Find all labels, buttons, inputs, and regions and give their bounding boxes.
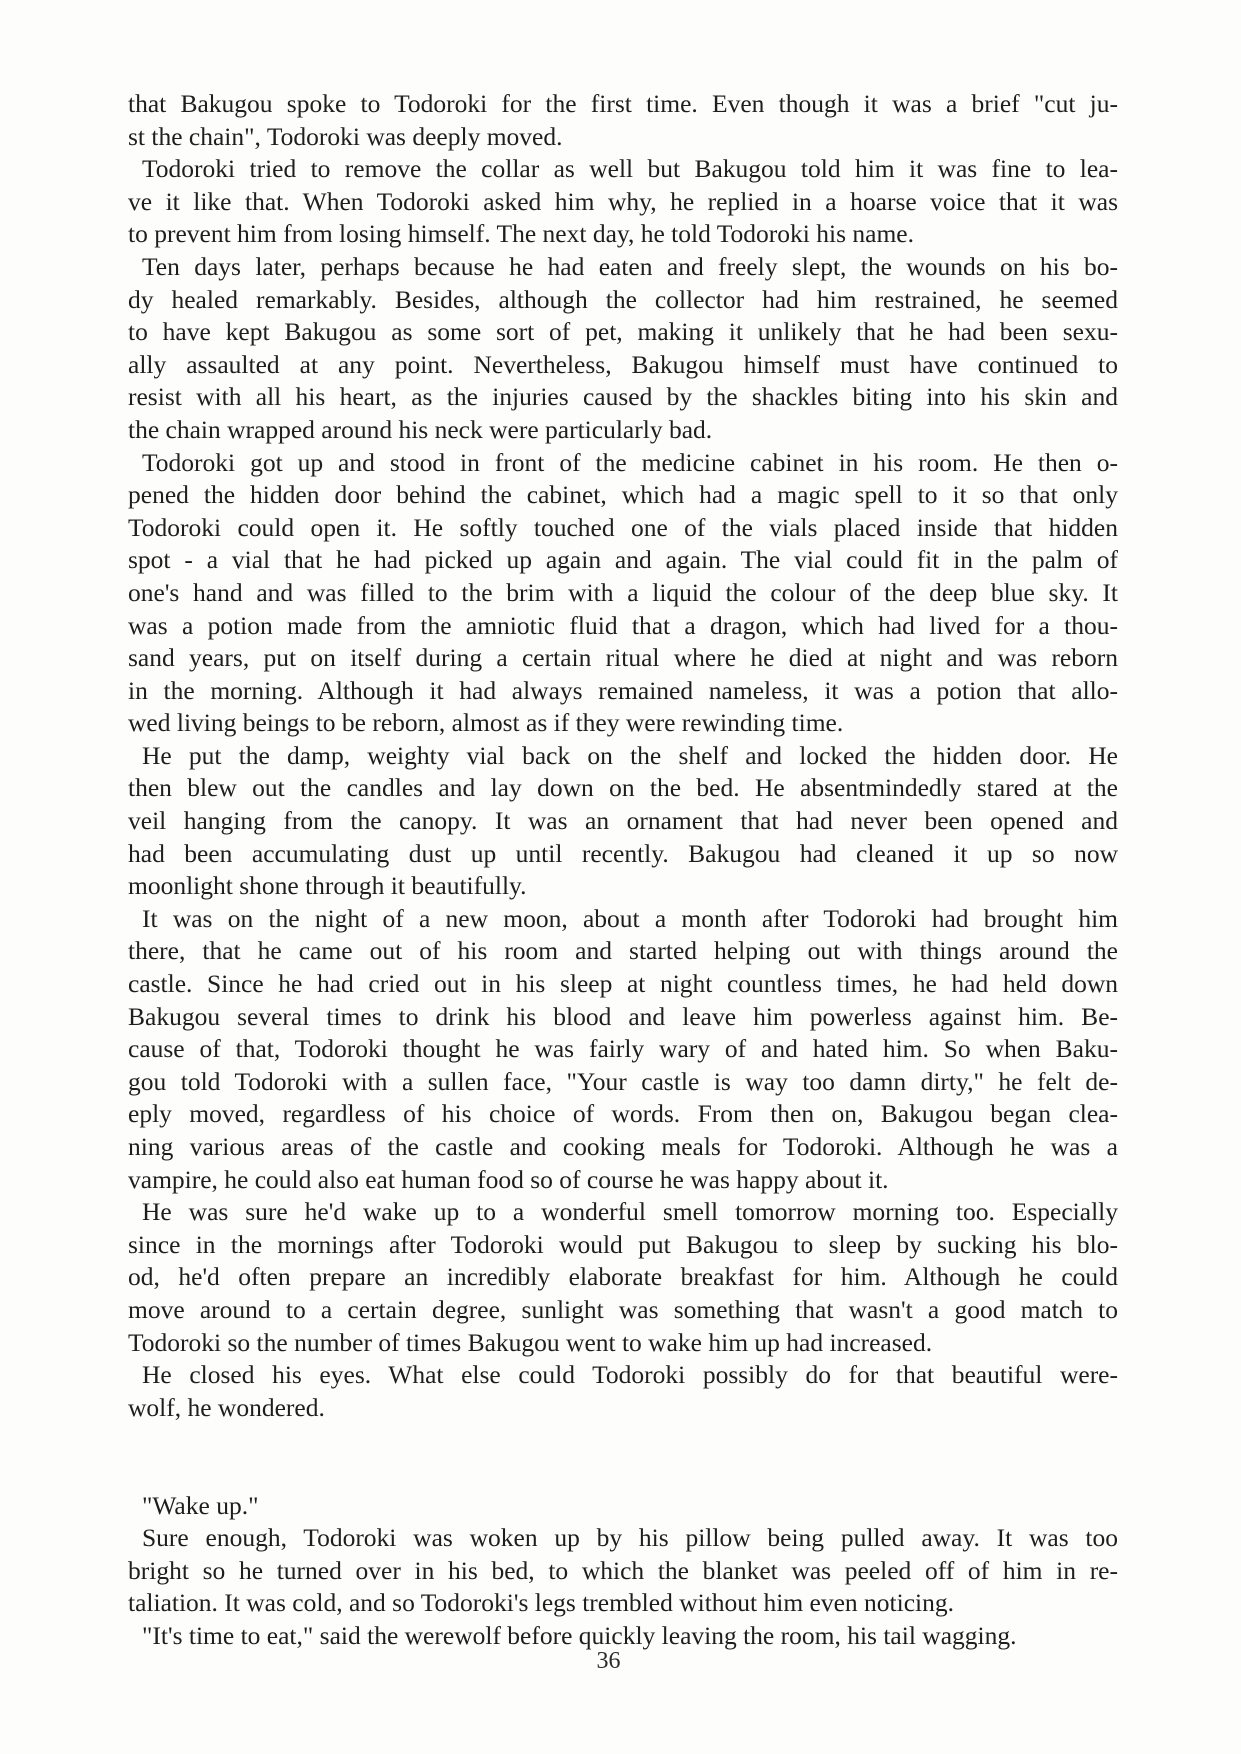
text-line: ning various areas of the castle and cooking meals for Todoroki. Although he was a xyxy=(128,1132,1118,1161)
dialogue-line: "Wake up." xyxy=(142,1490,259,1520)
text-line: Sure enough, Todoroki was woken up by his pillow being pulled away. It was too xyxy=(142,1523,1118,1553)
text-line: one's hand and was filled to the brim with a liquid the colour of the deep blue sky. It xyxy=(128,577,1118,607)
text-line: pened the hidden door behind the cabinet, which had a magic spell to it so that only xyxy=(128,480,1118,510)
text-line: bright so he turned over in his bed, to which the blanket was peeled off of him in re- xyxy=(128,1555,1118,1585)
text-line: to prevent him from losing himself. The next day, he told Todoroki his name. xyxy=(128,219,914,249)
blank-line xyxy=(128,1424,1118,1457)
text-line: castle. Since he had cried out in his sleep at night countless times, he had held down xyxy=(128,969,1118,999)
blank-line xyxy=(128,1457,1118,1490)
text-line: spot - a vial that he had picked up again and again. The vial could fit in the palm of xyxy=(128,545,1118,575)
text-line: that Bakugou spoke to Todoroki for the first time. Even though it was a brief "cut ju- xyxy=(128,89,1118,118)
text-line: in the morning. Although it had always remained nameless, it was a potion that allo- xyxy=(128,675,1118,705)
text-line: then blew out the candles and lay down on the bed. He absentmindedly stared at the xyxy=(128,773,1118,803)
text-line: ve it like that. When Todoroki asked him why, he replied in a hoarse voice that it was xyxy=(128,186,1118,216)
text-line: wolf, he wondered. xyxy=(128,1392,325,1422)
text-line: st the chain", Todoroki was deeply moved. xyxy=(128,121,563,151)
text-line: sand years, put on itself during a certain ritual where he died at night and was reborn xyxy=(128,643,1118,673)
text-line: Todoroki got up and stood in front of the medicine cabinet in his room. He then o- xyxy=(142,447,1118,477)
text-line: Ten days later, perhaps because he had eaten and freely slept, the wounds on his bo- xyxy=(142,251,1118,281)
text-line: He was sure he'd wake up to a wonderful smell tomorrow morning too. Especially xyxy=(142,1197,1118,1227)
text-line: taliation. It was cold, and so Todoroki's legs trembled without him even noticing. xyxy=(128,1588,954,1618)
text-line: He put the damp, weighty vial back on the shelf and locked the hidden door. He xyxy=(142,740,1118,770)
page-number: 36 xyxy=(596,1648,621,1674)
text-line: veil hanging from the canopy. It was an ornament that had never been opened and xyxy=(128,806,1118,836)
text-line: od, he'd often prepare an incredibly elaborate breakfast for him. Although he could xyxy=(128,1262,1118,1292)
text-line: the chain wrapped around his neck were particularly bad. xyxy=(128,414,713,444)
text-line: cause of that, Todoroki thought he was fairly wary of and hated him. So when Baku- xyxy=(128,1034,1118,1064)
text-line: since in the mornings after Todoroki would put Bakugou to sleep by sucking his blo- xyxy=(128,1229,1118,1259)
text-line: "It's time to eat," said the werewolf before quickly leaving the room, his tail wagging. xyxy=(142,1620,1017,1650)
text-line: moonlight shone through it beautifully. xyxy=(128,871,527,901)
text-line: there, that he came out of his room and started helping out with things around the xyxy=(128,936,1118,966)
text-line: resist with all his heart, as the injuries caused by the shackles biting into his skin and xyxy=(128,382,1118,412)
text-line: had been accumulating dust up until recently. Bakugou had cleaned it up so now xyxy=(128,838,1118,868)
text-line: eply moved, regardless of his choice of words. From then on, Bakugou began clea- xyxy=(128,1099,1118,1129)
text-line: He closed his eyes. What else could Todoroki possibly do for that beautiful were- xyxy=(142,1360,1118,1390)
text-line: to have kept Bakugou as some sort of pet, making it unlikely that he had been sexu- xyxy=(128,317,1118,347)
text-line: vampire, he could also eat human food so of course he was happy about it. xyxy=(128,1164,889,1194)
text-line: gou told Todoroki with a sullen face, "Your castle is way too damn dirty," he felt de- xyxy=(128,1066,1118,1096)
text-line: ally assaulted at any point. Nevertheless, Bakugou himself must have continued to xyxy=(128,349,1118,379)
body-text xyxy=(128,88,1118,1653)
text-line: Bakugou several times to drink his blood and leave him powerless against him. Be- xyxy=(128,1001,1118,1031)
text-line: dy healed remarkably. Besides, although the collector had him restrained, he seemed xyxy=(128,284,1118,314)
text-line: wed living beings to be reborn, almost as if they were rewinding time. xyxy=(128,708,844,738)
text-line: It was on the night of a new moon, about a month after Todoroki had brought him xyxy=(142,903,1118,933)
text-line: Todoroki tried to remove the collar as well but Bakugou told him it was fine to lea- xyxy=(142,154,1118,184)
text-line: was a potion made from the amniotic fluid that a dragon, which had lived for a thou- xyxy=(128,610,1118,640)
text-line: move around to a certain degree, sunlight was something that wasn't a good match to xyxy=(128,1294,1118,1324)
text-line: Todoroki could open it. He softly touched one of the vials placed inside that hidden xyxy=(128,512,1118,542)
text-line: Todoroki so the number of times Bakugou went to wake him up had increased. xyxy=(128,1327,933,1357)
